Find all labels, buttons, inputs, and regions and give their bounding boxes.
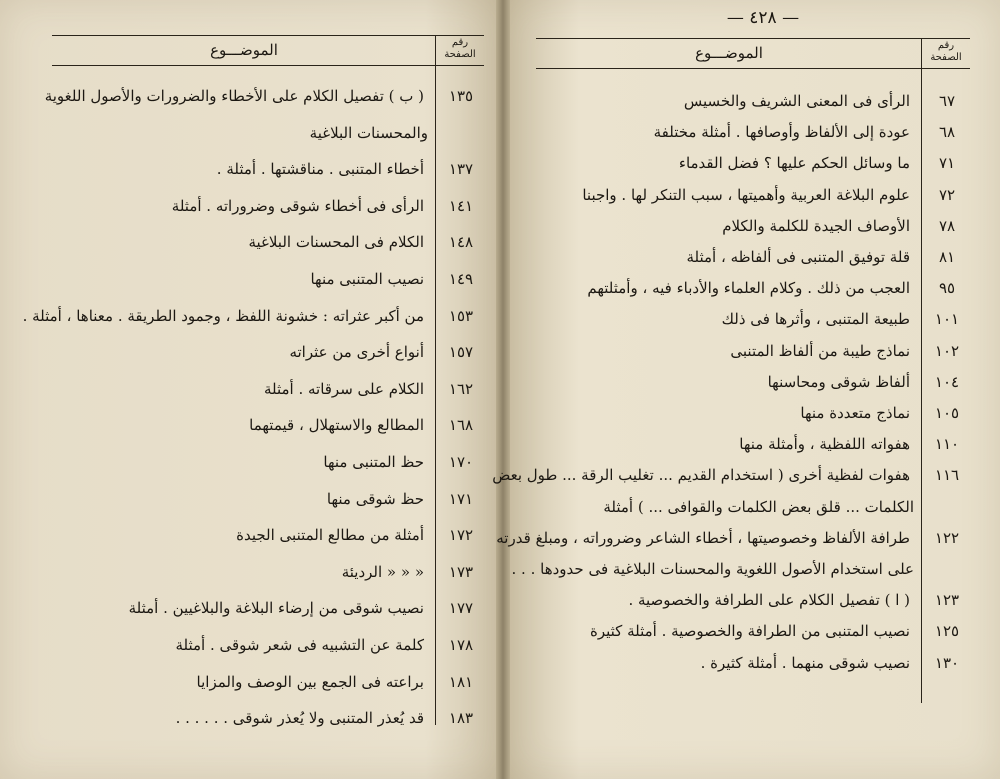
toc-entry-title: نصيب المتنبى من الطرافة والخصوصية . أمثلة كثيرة	[589, 622, 910, 641]
toc-entry-title: طبيعة المتنبى ، وأثرها فى ذلك	[721, 310, 910, 329]
toc-entry-title: ( ب ) تفصيل الكلام على الأخطاء والضرورات والأصول اللغوية	[44, 87, 424, 105]
toc-entry-page-number: ١٦٢	[448, 379, 474, 398]
toc-entry-title: علوم البلاغة العربية وأهميتها ، سبب التنكر لها . واجبنا	[582, 185, 910, 204]
toc-entry-page-number: ١٠١	[934, 310, 960, 329]
toc-entry-title: حظ شوقى منها	[326, 489, 424, 508]
toc-entry-title: « « « الرديئة	[341, 562, 424, 581]
toc-entry-title-continued: والمحسنات البلاغية	[309, 123, 428, 142]
toc-entry-page-number: ١٧٣	[448, 562, 474, 581]
toc-entry-title: نماذج طيبة من ألفاظ المتنبى	[730, 341, 910, 360]
top-rule	[52, 35, 484, 36]
toc-entry-title-continued: على استخدام الأصول اللغوية والمحسنات البلاغية فى حدودها . . .	[511, 559, 914, 578]
toc-entry-page-number: ١٣٧	[448, 160, 474, 179]
toc-entry-title: المطالع والاستهلال ، قيمتهما	[249, 416, 424, 435]
toc-entry-page-number: ٧٢	[938, 185, 956, 204]
toc-entry-title: هفوات لفظية أخرى ( استخدام القديم ... تغليب الرقة ... طول بعض	[492, 466, 910, 485]
toc-entry-title: الكلام فى المحسنات البلاغية	[248, 233, 424, 252]
toc-entry-title: الكلام على سرقاته . أمثلة	[263, 379, 424, 398]
toc-entry-page-number: ١٧٢	[448, 526, 474, 545]
page-number: — ٤٢٨ —	[726, 8, 800, 28]
toc-entry-title: هفواته اللفظية ، وأمثلة منها	[739, 435, 910, 454]
toc-entry-title: ما وسائل الحكم عليها ؟ فضل القدماء	[678, 154, 910, 173]
toc-entry-page-number: ١٨٣	[448, 709, 474, 728]
topic-column-header: الموضـــوع	[695, 44, 763, 62]
toc-entry-title: نصيب شوقى منهما . أمثلة كثيرة .	[700, 653, 910, 672]
toc-entry-page-number: ١٠٤	[934, 372, 960, 391]
book-gutter	[496, 0, 510, 779]
toc-entry-page-number: ١٠٢	[934, 341, 960, 360]
toc-entry-title: العجب من ذلك . وكلام العلماء والأدباء فيه ، وأمثلتهم	[587, 279, 910, 298]
toc-entry-title: طرافة الألفاظ وخصوصيتها ، أخطاء الشاعر وضروراته ، ومبلغ قدرته	[496, 528, 910, 547]
toc-entry-title: نصيب شوقى من إرضاء البلاغة والبلاغيين . أمثلة	[128, 599, 424, 618]
toc-entry-page-number: ١٣٥	[448, 87, 474, 105]
topic-column-header: الموضـــوع	[210, 41, 278, 59]
toc-entry-title: حظ المتنبى منها	[323, 453, 424, 471]
toc-entry-page-number: ١٧٠	[448, 453, 474, 471]
toc-entry-page-number: ١٥٣	[448, 306, 474, 325]
toc-entry-page-number: ١٧٧	[448, 599, 474, 618]
toc-entry-title: أنواع أخرى من عثراته	[289, 343, 424, 362]
toc-entry-page-number: ١١٠	[934, 435, 960, 454]
toc-entry-title: عودة إلى الألفاظ وأوصافها . أمثلة مختلفة	[653, 123, 910, 142]
toc-entry-title: الرأى فى أخطاء شوقى وضروراته . أمثلة	[171, 196, 424, 215]
toc-entry-title: قد يُعذر المتنبى ولا يُعذر شوقى . . . . . .	[175, 709, 424, 728]
toc-entry-page-number: ١٤١	[448, 196, 474, 215]
toc-entry-page-number: ١٤٩	[448, 270, 474, 288]
toc-table-right	[492, 38, 970, 703]
page-number-column-header: رقم الصفحة	[930, 40, 962, 63]
column-separator	[921, 38, 922, 703]
toc-entry-page-number: ٦٨	[938, 123, 956, 142]
toc-entry-page-number: ٩٥	[938, 279, 956, 298]
toc-entry-title: نصيب المتنبى منها	[310, 270, 424, 288]
toc-entry-page-number: ١٦٨	[448, 416, 474, 435]
toc-entry-page-number: ١٠٥	[934, 404, 960, 422]
top-rule	[536, 38, 970, 39]
header-rule	[536, 68, 970, 69]
toc-entry-page-number: ١٨١	[448, 672, 474, 691]
toc-entry-page-number: ١٥٧	[448, 343, 474, 362]
toc-entry-title: ( ا ) تفصيل الكلام على الطرافة والخصوصية .	[628, 591, 910, 610]
toc-entry-page-number: ٦٧	[938, 92, 956, 110]
toc-entry-page-number: ١٣٠	[934, 653, 960, 672]
toc-entry-title: نماذج متعددة منها	[800, 404, 910, 422]
toc-entry-page-number: ١٧١	[448, 489, 474, 508]
toc-entry-title: أخطاء المتنبى . مناقشتها . أمثلة .	[216, 160, 424, 179]
toc-entry-title: أمثلة من مطالع المتنبى الجيدة	[236, 526, 424, 545]
toc-entry-title: الرأى فى المعنى الشريف والخسيس	[683, 92, 910, 110]
toc-entry-page-number: ١٧٨	[448, 636, 474, 654]
toc-entry-page-number: ١٢٢	[934, 528, 960, 547]
toc-entry-page-number: ٧٨	[938, 216, 956, 235]
toc-entry-page-number: ٨١	[938, 248, 956, 266]
toc-entry-title: من أكبر عثراته : خشونة اللفظ ، وجمود الطريقة . معناها ، أمثلة .	[22, 306, 424, 325]
toc-entry-title: ألفاظ شوقى ومحاسنها	[767, 372, 910, 391]
column-separator	[435, 35, 436, 725]
toc-entry-page-number: ١٢٣	[934, 591, 960, 610]
header-rule	[52, 65, 484, 66]
toc-entry-page-number: ١٢٥	[934, 622, 960, 641]
toc-table-left	[22, 35, 484, 728]
toc-entry-page-number: ١٤٨	[448, 233, 474, 252]
toc-entry-title: قلة توفيق المتنبى فى ألفاظه ، أمثلة	[686, 248, 910, 266]
toc-entry-title-continued: الكلمات ... قلق بعض الكلمات والقوافى ... ) أمثلة	[603, 497, 914, 516]
toc-entry-title: كلمة عن التشبيه فى شعر شوقى . أمثلة	[175, 636, 424, 654]
toc-entry-title: الأوصاف الجيدة للكلمة والكلام	[722, 216, 910, 235]
toc-entry-title: براعته فى الجمع بين الوصف والمزايا	[196, 672, 424, 691]
toc-entry-page-number: ٧١	[938, 154, 956, 173]
toc-entry-page-number: ١١٦	[934, 466, 960, 485]
page-number-column-header: رقم الصفحة	[444, 37, 476, 60]
